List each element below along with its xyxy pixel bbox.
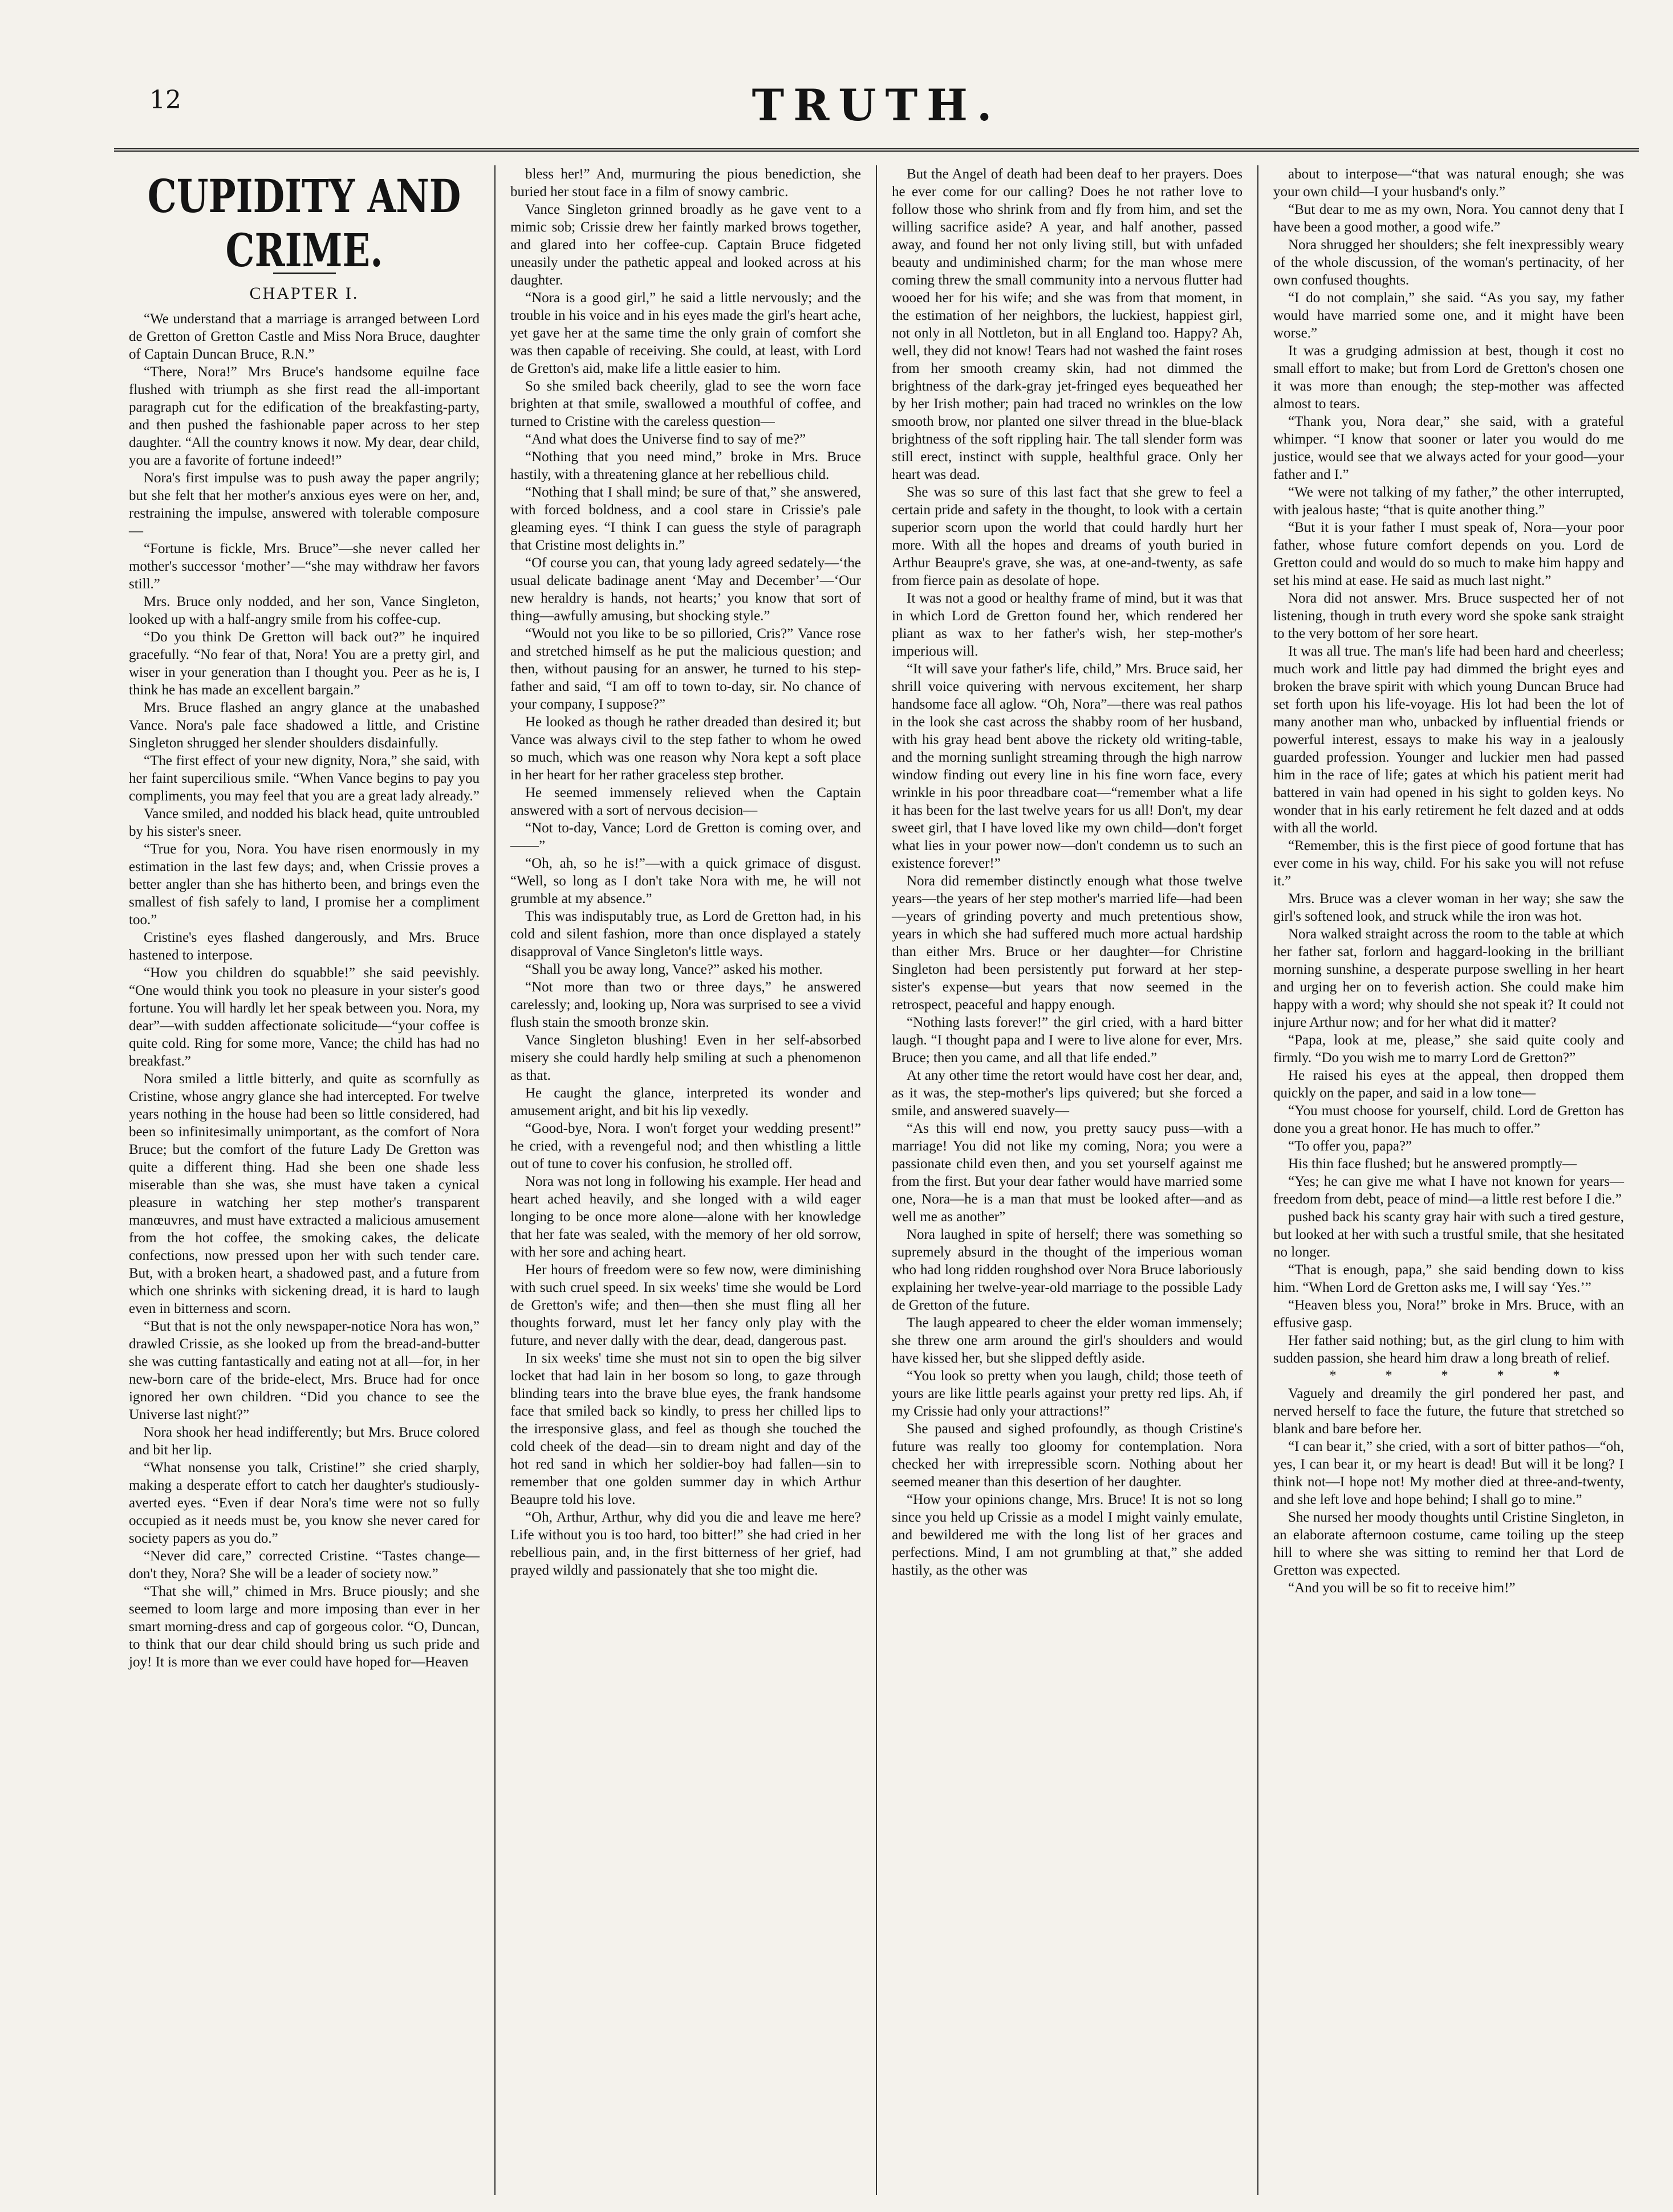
paragraph: “Heaven bless you, Nora!” broke in Mrs. Bruce, with an effusive gasp. bbox=[1273, 1298, 1624, 1331]
paragraph: It was not a good or healthy frame of mind, but it was that in which Lord de Gretton found her, which rendered her pliant as wax to her father's wish, her step-mother's imperious will. bbox=[892, 591, 1242, 659]
paragraph: “The first effect of your new dignity, Nora,” she said, with her faint supercilious smile. “When Vance begins to pay you compliments, you may feel that you are a great lady already.” bbox=[129, 753, 480, 804]
paragraph: She was so sure of this last fact that she grew to feel a certain pride and safety in the thought, to look with a certain superior scorn upon the world that could hardly hurt her more. With all the hopes and dreams of youth buried in Arthur Beaupre's grave, she was, at one-and-twenty, as safe from fierce pain as desolate of hope. bbox=[892, 485, 1242, 588]
paragraph: Her father said nothing; but, as the girl clung to him with sudden passion, she heard him draw a long breath of relief. bbox=[1273, 1333, 1624, 1366]
paragraph: “We were not talking of my father,” the other interrupted, with jealous haste; “that is quite another thing.” bbox=[1273, 485, 1624, 518]
paragraph: Nora smiled a little bitterly, and quite as scornfully as Cristine, whose angry glance she had intercepted. For twelve years nothing in the house had been so little considered, had been so infinitesimally unimportant, as the comfort of Nora Bruce; but the comfort of the future Lady De Gretton was quite a different thing. Had she been one shade less miserable than she was, she must have taken a cynical pleasure in watching her step mother's transparent manœuvres, and must have extracted a malicious amusement from the hot coffee, the smoking cakes, the delicate confections, now pressed upon her with such tender care. But, with a broken heart, a shadowed past, and a future from which one shrinks with sickening dread, it is hard to laugh even in bitterness and scorn. bbox=[129, 1071, 480, 1316]
section-break: * * * * * bbox=[1329, 1368, 1583, 1383]
paragraph: “Not more than two or three days,” he answered carelessly; and, looking up, Nora was surprised to see a vivid flush stain the smooth bronze skin. bbox=[510, 979, 861, 1030]
paragraph: “But that is not the only newspaper-notice Nora has won,” drawled Crissie, as she looked up from the bread-and-butter she was cutting fantastically and eating not at all—for, in her new-born care of the bride-elect, Mrs. Bruce had for once ignored her own children. “Did you chance to see the Universe last night?” bbox=[129, 1319, 480, 1422]
paragraph: “Nora is a good girl,” he said a little nervously; and the trouble in his voice and in his eyes made the girl's heart ache, yet gave her at the same time the only grain of comfort she was then capable of receiving. She could, at least, with Lord de Gretton's aid, make life a little easier to him. bbox=[510, 290, 861, 376]
paragraph: about to interpose—“that was natural enough; she was your own child—I your husband's only.” bbox=[1273, 166, 1624, 200]
article-title: CUPIDITY AND CRIME. bbox=[147, 170, 461, 278]
paragraph: This was indisputably true, as Lord de Gretton had, in his cold and silent fashion, more than once displayed a stately disapproval of Vance Singleton's little ways. bbox=[510, 909, 861, 959]
paragraph: His thin face flushed; but he answered promptly— bbox=[1288, 1156, 1577, 1172]
paragraph: Mrs. Bruce was a clever woman in her way; she saw the girl's softened look, and struck while the iron was hot. bbox=[1273, 891, 1624, 924]
paragraph: “Nothing that I shall mind; be sure of that,” she answered, with forced boldness, and a cool stare in Crissie's pale gleaming eyes. “I think I can guess the style of paragraph that Cristine most delights in.” bbox=[510, 485, 861, 553]
paragraph: “Of course you can, that young lady agreed sedately—‘the usual delicate badinage anent ‘May and December’—‘Our new heraldry is hands, not hearts;’ you know that sort of thing—awfully amusing, but shocking style.” bbox=[510, 555, 861, 624]
paragraph: bless her!” And, murmuring the pious benediction, she buried her stout face in a film of snowy cambric. bbox=[510, 166, 861, 200]
paragraph: “Oh, Arthur, Arthur, why did you die and leave me here? Life without you is too hard, too bitter!” she had cried in her rebellious pain, and, in the first bitterness of her grief, had prayed wildly and passionately that she too might die. bbox=[510, 1510, 861, 1578]
paragraph: Nora shook her head indifferently; but Mrs. Bruce colored and bit her lip. bbox=[129, 1425, 480, 1458]
paragraph: “You must choose for yourself, child. Lord de Gretton has done you a great honor. He has much to offer.” bbox=[1273, 1103, 1624, 1136]
article-columns bbox=[114, 165, 1639, 2195]
paragraph: “Nothing that you need mind,” broke in Mrs. Bruce hastily, with a threatening glance at her rebellious child. bbox=[510, 449, 861, 482]
paragraph: “I do not complain,” she said. “As you say, my father would have married some one, and it might have been worse.” bbox=[1273, 290, 1624, 341]
paragraph: Nora's first impulse was to push away the paper angrily; but she felt that her mother's anxious eyes were on her, and, restraining the impulse, answered with tolerable composure— bbox=[129, 470, 480, 539]
page-header bbox=[114, 80, 1639, 152]
paragraph: Vance Singleton grinned broadly as he gave vent to a mimic sob; Crissie drew her faintly marked brows together, and glared into her coffee-cup. Captain Bruce fidgeted uneasily under the pathetic appeal and looked across at his daughter. bbox=[510, 202, 861, 288]
paragraph: So she smiled back cheerily, glad to see the worn face brighten at that smile, swallowed a mouthful of coffee, and turned to Cristine with the careless question— bbox=[510, 379, 861, 429]
paragraph: Nora shrugged her shoulders; she felt inexpressibly weary of the whole discussion, of the woman's pertinacity, of her own confused thoughts. bbox=[1273, 237, 1624, 288]
paragraph: “Never did care,” corrected Cristine. “Tastes change—don't they, Nora? She will be a leader of society now.” bbox=[129, 1548, 480, 1581]
paragraph: Nora was not long in following his example. Her head and heart ached heavily, and she longed with a wild eager longing to be once more alone—alone with her knowledge that her fate was sealed, with the memory of her old sorrow, with her sore and aching heart. bbox=[510, 1174, 861, 1260]
paragraph: But the Angel of death had been deaf to her prayers. Does he ever come for our calling? Does he not rather love to follow those who shrink from and fly from him, and set the willing sacrifice aside? A year, and half another, passed away, and found her not only living still, but with unfaded beauty and undiminished charm; for the man whose mere coming threw the small community into a nervous flutter had wooed her for his wife; and she was from that moment, in the estimation of her neighbors, the luckiest, happiest girl, not only in all Nottleton, but in all England too. Happy? Ah, well, they did not know! Tears had not washed the faint roses from her smooth creamy skin, had not dimmed the brightness of the dark-gray jet-fringed eyes bequeathed her by her Irish mother; pain had traced no wrinkles on the low smooth brow, nor planted one silver thread in the blue-black brightness of the soft rippling hair. The tall slender form was still erect, instinct with supple, healthful grace. Only her heart was dead. bbox=[892, 166, 1242, 482]
paragraph: “As this will end now, you pretty saucy puss—with a marriage! You did not like my coming, Nora; you were a passionate child even then, and you set yourself against me from the first. But your dear father would have married some one, Nora—he is a man that must be looked after—and as well me as another” bbox=[892, 1121, 1242, 1225]
paragraph: “That is enough, papa,” she said bending down to kiss him. “When Lord de Gretton asks me, I will say ‘Yes.’” bbox=[1273, 1262, 1624, 1295]
paragraph: In six weeks' time she must not sin to open the big silver locket that had lain in her bosom so long, to gaze through blinding tears into the brave blue eyes, the frank handsome face that smiled back so kindly, to press her chilled lips to the irresponsive glass, and feel as though she touched the cold cheek of the dead—sin to dream night and day of the hot red sand in which her soldier-boy had fallen—sin to remember that one golden summer day in which Arthur Beaupre told his love. bbox=[510, 1351, 861, 1507]
paragraph: “Papa, look at me, please,” she said quite cooly and firmly. “Do you wish me to marry Lord de Gretton?” bbox=[1273, 1032, 1624, 1066]
paragraph: Nora walked straight across the room to the table at which her father sat, forlorn and haggard-looking in the brilliant morning sunshine, a desperate purpose swelling in her heart and urging her on to feverish action. She could make him happy with a word; why should she not speak it? It could not injure Arthur now; and for her what did it matter? bbox=[1273, 926, 1624, 1030]
column-2 bbox=[496, 165, 877, 2195]
paragraph: “How you children do squabble!” she said peevishly. “One would think you took no pleasure in your sister's good fortune. You will hardly let her speak between you. Nora, my dear”—with sudden affectionate solicitude—“your coffee is quite cold. Ring for some more, Vance; the child has had no breakfast.” bbox=[129, 965, 480, 1069]
paragraph: “Thank you, Nora dear,” she said, with a grateful whimper. “I know that sooner or later you would do me justice, would see that we always acted for your good—your father and I.” bbox=[1273, 414, 1624, 482]
paragraph: “Good-bye, Nora. I won't forget your wedding present!” he cried, with a revengeful nod; and then whistling a little out of tune to cover his confusion, he strolled off. bbox=[510, 1121, 861, 1172]
column-4 bbox=[1258, 165, 1639, 2195]
paragraph: “Would not you like to be so pilloried, Cris?” Vance rose and stretched himself as he put the malicious question; and then, without pausing for an answer, he turned to his step-father and said, “I am off to town to-day, sir. No chance of your company, I suppose?” bbox=[510, 626, 861, 712]
paragraph: pushed back his scanty gray hair with such a tired gesture, but looked at her with such a trustful smile, that she hesitated no longer. bbox=[1273, 1209, 1624, 1260]
paragraph: “Fortune is fickle, Mrs. Bruce”—she never called her mother's successor ‘mother’—“she may withdraw her favors still.” bbox=[129, 541, 480, 592]
column-3 bbox=[877, 165, 1258, 2195]
column-1 bbox=[114, 165, 496, 2195]
paragraph: “That she will,” chimed in Mrs. Bruce piously; and she seemed to loom large and more imposing than ever in her smart morning-dress and cap of gorgeous color. “O, Duncan, to think that our dear child should bring us such pride and joy! It is more than we ever could have hoped for—Heaven bbox=[129, 1584, 480, 1670]
paragraph: Vance Singleton blushing! Even in her self-absorbed misery she could hardly help smiling at such a phenomenon as that. bbox=[510, 1032, 861, 1083]
paragraph: “But dear to me as my own, Nora. You cannot deny that I have been a good mother, a good wife.” bbox=[1273, 202, 1624, 235]
paragraph: “Yes; he can give me what I have not known for years—freedom from debt, peace of mind—a little rest before I die.” bbox=[1273, 1174, 1624, 1207]
paragraph: “What nonsense you talk, Cristine!” she cried sharply, making a desperate effort to catch her daughter's studiously-averted eyes. “Even if dear Nora's time were not so fully occupied as it needs must be, you know she never cared for society papers as you do.” bbox=[129, 1460, 480, 1546]
chapter-heading: CHAPTER I. bbox=[249, 284, 359, 303]
paragraph: Mrs. Bruce flashed an angry glance at the unabashed Vance. Nora's pale face shadowed a little, and Cristine Singleton shrugged her slender shoulders disdainfully. bbox=[129, 700, 480, 751]
masthead: TRUTH. bbox=[752, 80, 1001, 131]
paragraph: “You look so pretty when you laugh, child; those teeth of yours are like little pearls against your pretty red lips. Ah, if my Crissie had only your attractions!” bbox=[892, 1368, 1242, 1419]
paragraph: “To offer you, papa?” bbox=[1288, 1138, 1412, 1154]
paragraph: Her hours of freedom were so few now, were diminishing with such cruel speed. In six weeks' time she would be Lord de Gretton's wife; and then—then she must fling all her thoughts forward, must let her fancy only play with the future, and never dally with the dear, dead, dangerous past. bbox=[510, 1262, 861, 1348]
paragraph: Nora did not answer. Mrs. Bruce suspected her of not listening, though in truth every word she spoke sank straight to the very bottom of her sore heart. bbox=[1273, 591, 1624, 641]
paragraph: He looked as though he rather dreaded than desired it; but Vance was always civil to the step father to whom he owed so much, which was one reason why Nora kept a soft place in her heart for her rather graceless step brother. bbox=[510, 714, 861, 783]
paragraph: Vaguely and dreamily the girl pondered her past, and nerved herself to face the future, the future that stretched so blank and bare before her. bbox=[1273, 1386, 1624, 1437]
paragraph: “How your opinions change, Mrs. Bruce! It is not so long since you held up Crissie as a model I might vainly emulate, and bewildered me with the long list of her graces and perfections. Mind, I am not grumbling at that,” she added hastily, as the other was bbox=[892, 1492, 1242, 1578]
paragraph: Cristine's eyes flashed dangerously, and Mrs. Bruce hastened to interpose. bbox=[129, 930, 480, 963]
paragraph: “Do you think De Gretton will back out?” he inquired gracefully. “No fear of that, Nora! You are a pretty girl, and wiser in your generation than I thought you. Peer as he is, I think he has made an excellent bargain.” bbox=[129, 629, 480, 698]
paragraph: “And what does the Universe find to say of me?” bbox=[525, 432, 806, 447]
paragraph: “It will save your father's life, child,” Mrs. Bruce said, her shrill voice quivering with nervous excitement, her sharp handsome face all aglow. “Oh, Nora”—there was real pathos in the look she cast across the shabby room of her husband, with his gray head bent above the rickety old writing-table, and the morning sunlight streaming through the high narrow window finding out every line in his fine worn face, every wrinkle in his poor threadbare coat—“remember what a life it has been for the last twelve years for us all! Don't, my dear sweet girl, that I have loved like my own child—don't forget what lies in your power now—don't condemn us to such an existence forever!” bbox=[892, 661, 1242, 871]
paragraph: “We understand that a marriage is arranged between Lord de Gretton of Gretton Castle and Miss Nora Bruce, daughter of Captain Duncan Bruce, R.N.” bbox=[129, 311, 480, 362]
paragraph: He raised his eyes at the appeal, then dropped them quickly on the paper, and said in a low tone— bbox=[1273, 1068, 1624, 1101]
paragraph: The laugh appeared to cheer the elder woman immensely; she threw one arm around the girl's shoulders and would have kissed her, but she slipped deftly aside. bbox=[892, 1315, 1242, 1366]
paragraph: It was a grudging admission at best, though it cost no small effort to make; but from Lord de Gretton's chosen one it was more than enough; the step-mother was affected almost to tears. bbox=[1273, 343, 1624, 412]
paragraph: “I can bear it,” she cried, with a sort of bitter pathos—“oh, yes, I can bear it, or my heart is dead! But will it be long? I think not—I hope not! My mother died at three-and-twenty, and she left love and hope behind; I shall go to mine.” bbox=[1273, 1439, 1624, 1507]
paragraph: “Remember, this is the first piece of good fortune that has ever come in his way, child. For his sake you will not refuse it.” bbox=[1273, 838, 1624, 889]
paragraph: “Not to-day, Vance; Lord de Gretton is coming over, and——” bbox=[510, 820, 861, 853]
paragraph: “Shall you be away long, Vance?” asked his mother. bbox=[525, 962, 823, 977]
paragraph: “There, Nora!” Mrs Bruce's handsome equilne face flushed with triumph as she first read the all-important paragraph cut for the edification of the breakfasting-party, and then pushed the fashionable paper across to her step daughter. “All the country knows it now. My dear, dear child, you are a favorite of fortune indeed!” bbox=[129, 364, 480, 468]
paragraph: It was all true. The man's life had been hard and cheerless; much work and little pay had dimmed the bright eyes and broken the brave spirit with which young Duncan Bruce had set forth upon his life-voyage. His lot had been the lot of many another man who, unbacked by influential friends or powerful interest, essays to make his way in a jealously guarded profession. Younger and luckier men had passed him in the race of life; gates at which his patient merit had battered in vain had opened in his sight to golden keys. No wonder that in his early retirement he felt dazed and at odds with all the world. bbox=[1273, 644, 1624, 836]
paragraph: She nursed her moody thoughts until Cristine Singleton, in an elaborate afternoon costume, came toiling up the steep hill to where she was sitting to remind her that Lord de Gretton was expected. bbox=[1273, 1510, 1624, 1578]
paragraph: Nora laughed in spite of herself; there was something so supremely absurd in the thought of the imperious woman who had long ridden roughshod over Nora Bruce laboriously explaining her twelve-year-old marriage to the possible Lady de Gretton of the future. bbox=[892, 1227, 1242, 1313]
paragraph: “But it is your father I must speak of, Nora—your poor father, whose future comfort depends on you. Lord de Gretton could and would do so much to make him happy and set his mind at ease. He said as much last night.” bbox=[1273, 520, 1624, 588]
paragraph: He caught the glance, interpreted its wonder and amusement aright, and bit his lip vexedly. bbox=[510, 1085, 861, 1119]
paragraph: Nora did remember distinctly enough what those twelve years—the years of her step mother's married life—had been—years of grinding poverty and much pretentious show, years in which she had suffered much more actual hardship than either Mrs. Bruce or her daughter—for Christine Singleton had been persistently put forward at her step-sister's expense—but years that now seemed in the retrospect, peaceful and happy enough. bbox=[892, 873, 1242, 1013]
page-number: 12 bbox=[149, 86, 181, 115]
paragraph: “Nothing lasts forever!” the girl cried, with a hard bitter laugh. “I thought papa and I were to live alone for ever, Mrs. Bruce; then you came, and all that life ended.” bbox=[892, 1015, 1242, 1066]
paragraph: Vance smiled, and nodded his black head, quite untroubled by his sister's sneer. bbox=[129, 806, 480, 839]
paragraph: He seemed immensely relieved when the Captain answered with a sort of nervous decision— bbox=[510, 785, 861, 818]
paragraph: “True for you, Nora. You have risen enormously in my estimation in the last few days; and, when Crissie proves a better angler than she has hitherto been, and brings even the smallest of fish safely to land, I promise her a compliment too.” bbox=[129, 841, 480, 928]
paragraph: She paused and sighed profoundly, as though Cristine's future was really too gloomy for contemplation. Nora checked her with irrepressible scorn. Nothing about her seemed meaner than this desertion of her daughter. bbox=[892, 1421, 1242, 1490]
paragraph: “And you will be so fit to receive him!” bbox=[1288, 1580, 1516, 1596]
paragraph: “Oh, ah, so he is!”—with a quick grimace of disgust. “Well, so long as I don't take Nora with me, he will not grumble at my absence.” bbox=[510, 856, 861, 906]
paragraph: At any other time the retort would have cost her dear, and, as it was, the step-mother's lips quivered; but she forced a smile, and answered suavely— bbox=[892, 1068, 1242, 1119]
paragraph: Mrs. Bruce only nodded, and her son, Vance Singleton, looked up with a half-angry smile from his coffee-cup. bbox=[129, 594, 480, 627]
